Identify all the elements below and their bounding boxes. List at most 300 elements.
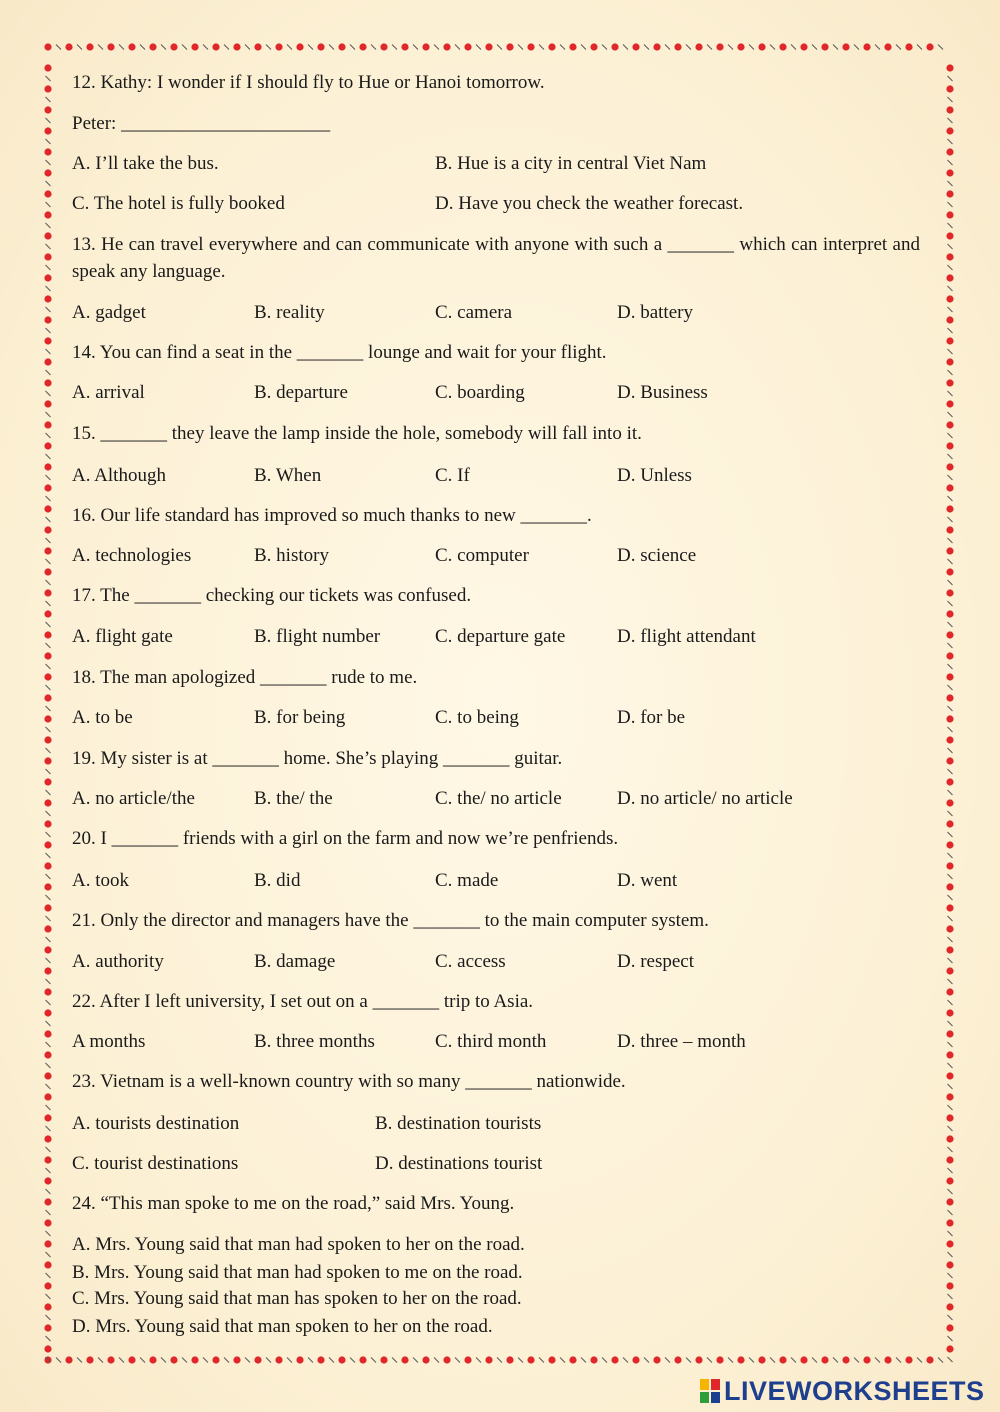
border-dash [46, 307, 51, 312]
border-dash [46, 496, 51, 501]
border-dot [695, 1356, 702, 1363]
q23-option-d[interactable]: D. destinations tourist [375, 1153, 543, 1174]
border-dot [44, 400, 51, 407]
border-dash [791, 1358, 796, 1363]
border-dot [946, 1240, 953, 1247]
border-dot [44, 757, 51, 764]
question-23: 23. Vietnam is a well-known country with so many _______ nationwide. [72, 1071, 626, 1092]
border-dot [44, 1282, 51, 1289]
border-dash [46, 223, 51, 228]
border-dash [46, 1210, 51, 1215]
border-dash [46, 916, 51, 921]
border-dot [946, 85, 953, 92]
border-dash [948, 412, 953, 417]
border-dash [371, 45, 376, 50]
q12-option-b[interactable]: B. Hue is a city in central Viet Nam [435, 153, 707, 174]
border-dash [948, 706, 953, 711]
border-dot [946, 442, 953, 449]
q18-option-a[interactable]: A. to be [72, 707, 133, 728]
border-dot [65, 1356, 72, 1363]
question-21: 21. Only the director and managers have the _______ to the main computer system. [72, 910, 709, 931]
border-dash [938, 1358, 943, 1363]
border-dot [464, 43, 471, 50]
border-dash [46, 1105, 51, 1110]
border-dot [380, 1356, 387, 1363]
border-dot [44, 1030, 51, 1037]
border-dash [203, 45, 208, 50]
border-dot [44, 421, 51, 428]
border-dash [46, 580, 51, 585]
question-18: 18. The man apologized _______ rude to me. [72, 667, 418, 688]
border-dot [569, 43, 576, 50]
q19-option-b[interactable]: B. the/ the [254, 788, 333, 809]
border-dot [946, 694, 953, 701]
border-dot [44, 148, 51, 155]
q21-option-d[interactable]: D. respect [617, 951, 695, 972]
border-dot [44, 1114, 51, 1121]
border-dot [44, 1156, 51, 1163]
q23-option-c[interactable]: C. tourist destinations [72, 1153, 239, 1174]
border-dot [44, 988, 51, 995]
border-dot [779, 43, 786, 50]
border-dash [948, 1210, 953, 1215]
border-dash [948, 370, 953, 375]
q12-option-a[interactable]: A. I’ll take the bus. [72, 153, 219, 174]
border-dash [392, 1358, 397, 1363]
border-dot [946, 946, 953, 953]
q14-option-b[interactable]: B. departure [254, 382, 348, 403]
border-dot [946, 1135, 953, 1142]
q14-option-d[interactable]: D. Business [617, 382, 708, 403]
border-dash [948, 139, 953, 144]
border-dash [770, 1358, 775, 1363]
border-dot [884, 43, 891, 50]
border-dash [948, 643, 953, 648]
border-dash [896, 1358, 901, 1363]
border-dash [948, 433, 953, 438]
border-dash [140, 1358, 145, 1363]
border-dash [46, 811, 51, 816]
border-dash [948, 958, 953, 963]
border-dot [254, 43, 261, 50]
border-dot [946, 967, 953, 974]
border-dot [128, 1356, 135, 1363]
q15-option-b[interactable]: B. When [254, 465, 322, 486]
border-dash [46, 349, 51, 354]
border-dash [224, 45, 229, 50]
border-dot [44, 1009, 51, 1016]
border-dot [317, 43, 324, 50]
border-dot [44, 694, 51, 701]
liveworksheets-logo[interactable] [700, 1374, 985, 1408]
border-dot [946, 1051, 953, 1058]
border-dot [946, 610, 953, 617]
q22-option-b[interactable]: B. three months [254, 1031, 375, 1052]
border-dot [946, 1303, 953, 1310]
border-dot [44, 925, 51, 932]
border-dash [46, 97, 51, 102]
border-dash [392, 45, 397, 50]
q19-option-d[interactable]: D. no article/ no article [617, 788, 793, 809]
border-dot [44, 379, 51, 386]
border-dot [653, 43, 660, 50]
border-dash [948, 580, 953, 585]
border-dash [413, 1358, 418, 1363]
q22-option-c[interactable]: C. third month [435, 1031, 547, 1052]
q18-option-c[interactable]: C. to being [435, 707, 519, 728]
border-dot [946, 652, 953, 659]
border-dot [44, 295, 51, 302]
border-dot [212, 43, 219, 50]
border-dot [821, 1356, 828, 1363]
border-dash [287, 45, 292, 50]
border-dot [946, 1030, 953, 1037]
q21-option-a[interactable]: A. authority [72, 951, 164, 972]
border-dot [191, 1356, 198, 1363]
border-dash [948, 244, 953, 249]
q20-option-a[interactable]: A. took [72, 870, 129, 891]
q15-option-a[interactable]: A. Although [72, 465, 166, 486]
border-dot [800, 1356, 807, 1363]
border-dash [518, 1358, 523, 1363]
border-dash [948, 874, 953, 879]
border-dash [686, 1358, 691, 1363]
border-dot [254, 1356, 261, 1363]
border-dash [350, 45, 355, 50]
border-dash [917, 45, 922, 50]
border-dash [812, 45, 817, 50]
q13-option-c[interactable]: C. camera [435, 302, 513, 323]
border-dash [948, 811, 953, 816]
border-dot [485, 43, 492, 50]
border-dash [56, 45, 61, 50]
border-dash [46, 958, 51, 963]
border-dash [948, 1084, 953, 1089]
border-dot [380, 43, 387, 50]
border-dash [707, 1358, 712, 1363]
border-dash [833, 45, 838, 50]
border-dot [946, 904, 953, 911]
border-dot [191, 43, 198, 50]
q13-option-a[interactable]: A. gadget [72, 302, 146, 323]
border-dot [674, 1356, 681, 1363]
border-dot [149, 1356, 156, 1363]
border-dot [527, 1356, 534, 1363]
q24-option-a[interactable]: A. Mrs. Young said that man had spoken to her on the road. [72, 1234, 525, 1255]
border-dash [46, 622, 51, 627]
border-dot [359, 1356, 366, 1363]
border-dot [946, 1072, 953, 1079]
q23-option-b[interactable]: B. destination tourists [375, 1113, 542, 1134]
border-dash [948, 790, 953, 795]
border-dash [948, 181, 953, 186]
border-dash [413, 45, 418, 50]
q22-option-a[interactable]: A months [72, 1031, 146, 1052]
border-dash [46, 1084, 51, 1089]
border-dot [401, 1356, 408, 1363]
border-dash [350, 1358, 355, 1363]
q21-option-b[interactable]: B. damage [254, 951, 336, 972]
q16-option-b[interactable]: B. history [254, 545, 329, 566]
q19-option-a[interactable]: A. no article/the [72, 788, 195, 809]
border-dash [560, 45, 565, 50]
border-dash [948, 1273, 953, 1278]
q15-option-c[interactable]: C. If [435, 465, 470, 486]
border-dash [46, 601, 51, 606]
border-dot [926, 1356, 933, 1363]
border-dash [948, 1231, 953, 1236]
q13-option-d[interactable]: D. battery [617, 302, 693, 323]
border-dash [46, 559, 51, 564]
border-dash [46, 391, 51, 396]
border-dot [44, 463, 51, 470]
border-dot [44, 358, 51, 365]
border-dash [948, 160, 953, 165]
q20-option-b[interactable]: B. did [254, 870, 301, 891]
border-dash [812, 1358, 817, 1363]
border-dash [938, 45, 943, 50]
border-dash [46, 370, 51, 375]
border-dot [44, 526, 51, 533]
border-dot [863, 1356, 870, 1363]
border-dash [46, 1273, 51, 1278]
border-dot [695, 43, 702, 50]
border-dash [56, 1358, 61, 1363]
border-dot [44, 64, 51, 71]
border-dot [946, 1009, 953, 1016]
border-dash [602, 45, 607, 50]
border-dot [296, 43, 303, 50]
q14-option-a[interactable]: A. arrival [72, 382, 145, 403]
border-dot [590, 43, 597, 50]
border-dash [948, 1105, 953, 1110]
border-dot [44, 841, 51, 848]
border-dash [46, 139, 51, 144]
question-12-line-1: 12. Kathy: I wonder if I should fly to Hue or Hanoi tomorrow. [72, 72, 545, 93]
border-dot [946, 463, 953, 470]
q12-option-d[interactable]: D. Have you check the weather forecast. [435, 193, 744, 214]
question-15: 15. _______ they leave the lamp inside the hole, somebody will fall into it. [72, 423, 642, 444]
q18-option-d[interactable]: D. for be [617, 707, 686, 728]
q16-option-c[interactable]: C. computer [435, 545, 529, 566]
border-dot [946, 1345, 953, 1352]
border-dot [443, 1356, 450, 1363]
border-dash [287, 1358, 292, 1363]
border-dash [948, 1315, 953, 1320]
border-dash [518, 45, 523, 50]
logo-text: LIVEWORKSHEETS [724, 1375, 985, 1406]
border-dot [946, 295, 953, 302]
border-dot [946, 526, 953, 533]
q20-option-d[interactable]: D. went [617, 870, 678, 891]
border-dot [946, 421, 953, 428]
border-dash [948, 1126, 953, 1131]
q21-option-c[interactable]: C. access [435, 951, 506, 972]
liveworksheets-logo-icon [700, 1379, 720, 1403]
border-dash [875, 45, 880, 50]
border-dot [44, 652, 51, 659]
border-dash [791, 45, 796, 50]
border-dash [46, 748, 51, 753]
border-dot [170, 1356, 177, 1363]
border-dot [946, 64, 953, 71]
border-dash [46, 433, 51, 438]
border-dot [758, 43, 765, 50]
border-dot [632, 43, 639, 50]
border-dash [46, 412, 51, 417]
border-dot [737, 43, 744, 50]
border-dash [948, 1042, 953, 1047]
border-dot [779, 1356, 786, 1363]
border-dot [946, 925, 953, 932]
border-dot [946, 211, 953, 218]
border-dot [44, 43, 51, 50]
border-dash [770, 45, 775, 50]
q16-option-a[interactable]: A. technologies [72, 545, 192, 566]
q17-option-a[interactable]: A. flight gate [72, 626, 173, 647]
border-dot [737, 1356, 744, 1363]
border-dot [44, 1261, 51, 1268]
border-dot [946, 988, 953, 995]
border-dot [946, 379, 953, 386]
border-dot [905, 43, 912, 50]
q13-option-b[interactable]: B. reality [254, 302, 325, 323]
border-dash [948, 1168, 953, 1173]
border-dot [44, 967, 51, 974]
question-22: 22. After I left university, I set out on a _______ trip to Asia. [72, 991, 534, 1012]
border-dash [46, 454, 51, 459]
q15-option-d[interactable]: D. Unless [617, 465, 692, 486]
border-dash [948, 916, 953, 921]
q18-option-b[interactable]: B. for being [254, 707, 346, 728]
border-dash [46, 1168, 51, 1173]
border-dash [948, 517, 953, 522]
border-dot [590, 1356, 597, 1363]
border-dash [455, 45, 460, 50]
border-dot [233, 43, 240, 50]
border-dot [359, 43, 366, 50]
border-dash [46, 643, 51, 648]
border-dash [581, 45, 586, 50]
border-dot [485, 1356, 492, 1363]
border-dash [46, 1063, 51, 1068]
q17-option-d[interactable]: D. flight attendant [617, 626, 756, 647]
border-dash [476, 1358, 481, 1363]
border-dash [203, 1358, 208, 1363]
border-dot [44, 211, 51, 218]
border-dot [863, 43, 870, 50]
q23-option-a[interactable]: A. tourists destination [72, 1113, 240, 1134]
border-dot [674, 43, 681, 50]
q12-option-c[interactable]: C. The hotel is fully booked [72, 193, 285, 214]
border-dot [233, 1356, 240, 1363]
border-dash [308, 1358, 313, 1363]
border-dot [44, 610, 51, 617]
border-dash [948, 307, 953, 312]
border-dot [401, 43, 408, 50]
border-dash [46, 832, 51, 837]
border-dot [632, 1356, 639, 1363]
border-dash [623, 1358, 628, 1363]
border-dot [946, 127, 953, 134]
border-dash [948, 1294, 953, 1299]
border-dash [46, 76, 51, 81]
border-dash [46, 1294, 51, 1299]
border-dash [665, 1358, 670, 1363]
border-dash [46, 727, 51, 732]
border-dot [946, 568, 953, 575]
q17-option-b[interactable]: B. flight number [254, 626, 381, 647]
border-dash [46, 706, 51, 711]
border-dot [946, 757, 953, 764]
q20-option-c[interactable]: C. made [435, 870, 499, 891]
border-dash [602, 1358, 607, 1363]
border-dot [44, 1240, 51, 1247]
border-dot [44, 1093, 51, 1100]
border-dot [946, 232, 953, 239]
question-17: 17. The _______ checking our tickets was confused. [72, 585, 472, 606]
border-dot [338, 1356, 345, 1363]
border-dash [46, 895, 51, 900]
border-dot [44, 946, 51, 953]
border-dot [44, 127, 51, 134]
border-dash [46, 1315, 51, 1320]
q17-option-c[interactable]: C. departure gate [435, 626, 566, 647]
border-dash [46, 790, 51, 795]
border-dash [46, 265, 51, 270]
border-dot [44, 1135, 51, 1142]
q24-option-c[interactable]: C. Mrs. Young said that man has spoken to her on the road. [72, 1288, 522, 1309]
border-dash [434, 1358, 439, 1363]
border-dot [946, 673, 953, 680]
border-dot [946, 715, 953, 722]
border-dot [946, 253, 953, 260]
border-dot [946, 1114, 953, 1121]
border-dash [119, 45, 124, 50]
border-dot [44, 736, 51, 743]
border-dot [44, 337, 51, 344]
q24-option-b[interactable]: B. Mrs. Young said that man had spoken to me on the road. [72, 1262, 523, 1283]
border-dot [44, 85, 51, 92]
q14-option-c[interactable]: C. boarding [435, 382, 525, 403]
border-dot [44, 1219, 51, 1226]
border-dash [948, 1252, 953, 1257]
border-dot [65, 43, 72, 50]
border-dot [44, 862, 51, 869]
q22-option-d[interactable]: D. three – month [617, 1031, 746, 1052]
border-dash [497, 1358, 502, 1363]
border-dot [946, 820, 953, 827]
border-dash [581, 1358, 586, 1363]
border-dot [212, 1356, 219, 1363]
border-dash [917, 1358, 922, 1363]
border-dash [948, 454, 953, 459]
question-12-line-2: Peter: ______________________ [72, 113, 331, 134]
border-dot [44, 505, 51, 512]
border-dot [44, 1303, 51, 1310]
border-dot [946, 1261, 953, 1268]
q19-option-c[interactable]: C. the/ no article [435, 788, 562, 809]
q24-option-d[interactable]: D. Mrs. Young said that man spoken to her on the road. [72, 1316, 493, 1337]
border-dash [948, 685, 953, 690]
border-dot [946, 484, 953, 491]
q16-option-d[interactable]: D. science [617, 545, 697, 566]
border-dash [140, 45, 145, 50]
border-dash [948, 475, 953, 480]
border-dot [611, 43, 618, 50]
border-dash [948, 1000, 953, 1005]
border-dot [946, 736, 953, 743]
